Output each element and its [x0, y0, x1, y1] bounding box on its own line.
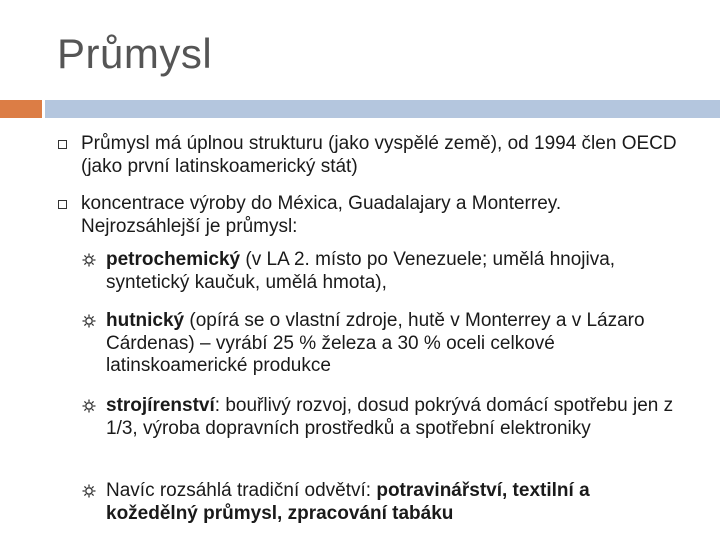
bullet-text: Průmysl má úplnou strukturu (jako vyspělé země), od 1994 člen OECD (jako první latinskoamerický stát) [81, 133, 677, 177]
hollow-square-bullet-icon [58, 200, 67, 209]
sub-bullet-text [106, 480, 686, 525]
sub-bullet-rest: (opírá se o vlastní zdroje, hutě v Monterrey a v Lázaro Cárdenas) – vyrábí 25 % železa a 30 % oceli celkové latinskoamerické produkce [106, 310, 645, 376]
slide-title: Průmysl [57, 30, 213, 77]
sub-bullet-text [106, 249, 686, 294]
gear-bullet-icon [81, 483, 97, 499]
gear-bullet-icon [81, 252, 97, 268]
accent-bar-orange [0, 100, 42, 118]
hollow-square-bullet-icon [58, 140, 67, 149]
sub-bullet-text [106, 310, 686, 378]
sub-bullet-bold: hutnický [106, 310, 185, 331]
sub-bullet-bold: potravinářství, textilní a kožedělný průmysl, zpracování tabáku [106, 480, 590, 524]
sub-bullet-lead: Navíc rozsáhlá tradiční odvětví: [106, 480, 377, 501]
sub-bullet-bold: strojírenství [106, 395, 215, 416]
sub-bullet-text [106, 395, 686, 440]
sub-bullet-rest: (v LA 2. místo po Venezuele; umělá hnojiva, syntetický kaučuk, umělá hmota), [106, 249, 616, 293]
accent-bar-blue [45, 100, 720, 118]
sub-bullet-rest: : bouřlivý rozvoj, dosud pokrývá domácí spotřebu jen z 1/3, výroba dopravních prostředků a spotřební elektroniky [106, 395, 674, 439]
sub-bullet-bold: petrochemický [106, 249, 241, 270]
gear-bullet-icon [81, 313, 97, 329]
gear-bullet-icon [81, 398, 97, 414]
bullet-text: koncentrace výroby do Méxica, Guadalajary a Monterrey. Nejrozsáhlejší je průmysl: [81, 193, 562, 237]
